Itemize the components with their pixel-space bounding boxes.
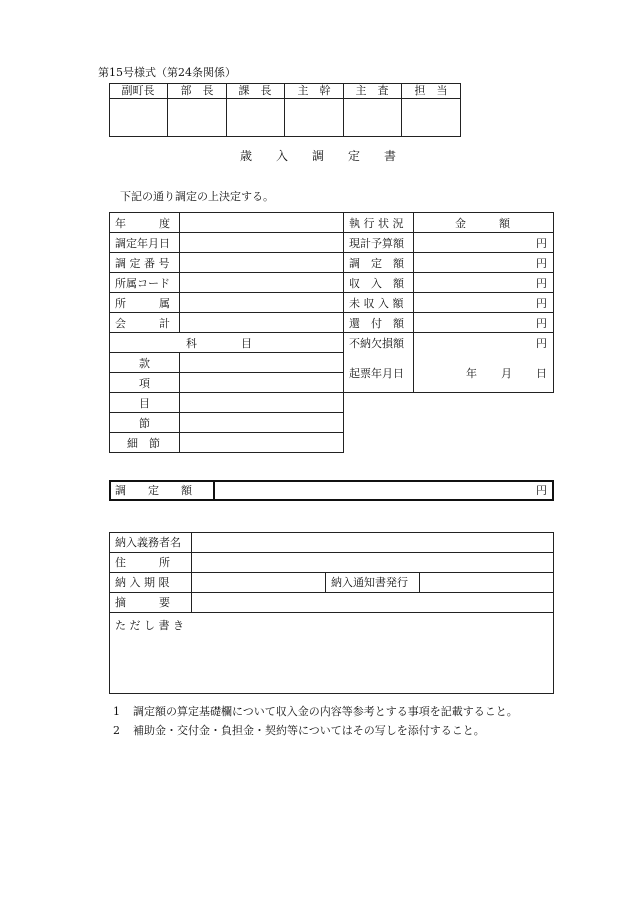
approval-role-section-chief: 課 長 [238,84,272,97]
label-unreceived-amount: 未 収 入 額 [349,297,404,310]
label-fiscal-year: 年 度 [115,217,170,230]
label-refund-amount: 還 付 額 [349,317,404,330]
current-budget-field[interactable] [414,233,542,252]
approval-stamp-box-inspector[interactable] [344,99,401,136]
approval-stamp-box-staff[interactable] [402,99,459,136]
approval-role-staff: 担 当 [414,84,448,97]
kamoku-header: 科 目 [186,337,252,350]
adjustment-date-field[interactable] [180,233,343,252]
label-kan: 款 [139,357,150,370]
yen-unit: 円 [536,257,547,270]
approval-role-director: 部 長 [180,84,214,97]
payment-notice-field[interactable] [420,573,553,592]
setsu-field[interactable] [180,413,343,432]
approval-role-vice-mayor: 副町長 [121,84,155,97]
total-adjusted-amount-field[interactable] [216,482,538,499]
refund-amount-field[interactable] [414,313,542,332]
approval-role-inspector: 主 査 [355,84,389,97]
label-total-adjusted-amount: 調 定 額 [115,484,192,497]
yen-unit: 円 [536,237,547,250]
label-received-amount: 収 入 額 [349,277,404,290]
department-field[interactable] [180,293,343,312]
kou-field[interactable] [180,373,343,392]
label-payment-deadline: 納 入 期 限 [115,576,170,589]
label-adjustment-date: 調定年月日 [115,237,170,250]
label-saisetsu: 細 節 [127,437,160,450]
yen-unit: 円 [536,297,547,310]
yen-unit: 円 [536,337,547,350]
approval-stamp-box-chief-officer[interactable] [285,99,342,136]
label-department: 所 属 [115,297,170,310]
saisetsu-field[interactable] [180,433,343,452]
label-execution-status: 執 行 状 況 [349,217,404,230]
date-month-unit: 月 [501,367,512,380]
note-text: 調定額の算定基礎欄について収入金の内容等参考とする事項を記載すること。 [133,705,518,718]
label-kou: 項 [139,377,150,390]
label-moku: 目 [139,397,150,410]
approval-role-chief-officer: 主 幹 [297,84,331,97]
proviso-field[interactable] [110,613,553,693]
label-setsu: 節 [139,417,150,430]
moku-field[interactable] [180,393,343,412]
label-summary: 摘 要 [115,596,170,609]
label-issue-date: 起票年月日 [349,367,404,380]
address-field[interactable] [192,553,553,572]
payer-name-field[interactable] [192,533,553,552]
label-current-budget: 現計予算額 [349,237,404,250]
label-adjusted-amount: 調 定 額 [349,257,404,270]
note-number: 1 [113,705,120,718]
approval-stamp-box-director[interactable] [168,99,225,136]
department-code-field[interactable] [180,273,343,292]
issue-date-field[interactable] [414,353,553,392]
accounting-field[interactable] [180,313,343,332]
label-amount-header: 金 額 [455,217,510,230]
intro-text: 下記の通り調定の上決定する。 [120,190,274,203]
label-adjustment-number: 調 定 番 号 [115,257,170,270]
note-number: 2 [113,724,120,737]
summary-field[interactable] [192,593,553,612]
label-payer-name: 納入義務者名 [115,536,181,549]
received-amount-field[interactable] [414,273,542,292]
uncollectible-amount-field[interactable] [414,333,542,352]
yen-unit: 円 [536,484,547,497]
approval-stamp-box-vice-mayor[interactable] [110,99,167,136]
note-text: 補助金・交付金・負担金・契約等についてはその写しを添付すること。 [133,724,485,737]
label-accounting: 会 計 [115,317,170,330]
date-year-unit: 年 [466,367,477,380]
fiscal-year-field[interactable] [180,213,343,232]
label-department-code: 所属コード [115,277,170,290]
yen-unit: 円 [536,317,547,330]
document-title: 歳 入 調 定 書 [240,149,397,163]
label-uncollectible-amount: 不納欠損額 [349,337,404,350]
date-day-unit: 日 [536,367,547,380]
label-payment-notice-issued: 納入通知書発行 [331,576,408,589]
approval-stamp-box-section-chief[interactable] [227,99,284,136]
label-address: 住 所 [115,556,170,569]
adjusted-amount-field[interactable] [414,253,542,272]
label-proviso: た だ し 書 き [115,619,184,632]
form-number: 第15号様式（第24条関係） [98,66,236,79]
payment-deadline-field[interactable] [192,573,325,592]
adjustment-number-field[interactable] [180,253,343,272]
yen-unit: 円 [536,277,547,290]
unreceived-amount-field[interactable] [414,293,542,312]
kan-field[interactable] [180,353,343,372]
